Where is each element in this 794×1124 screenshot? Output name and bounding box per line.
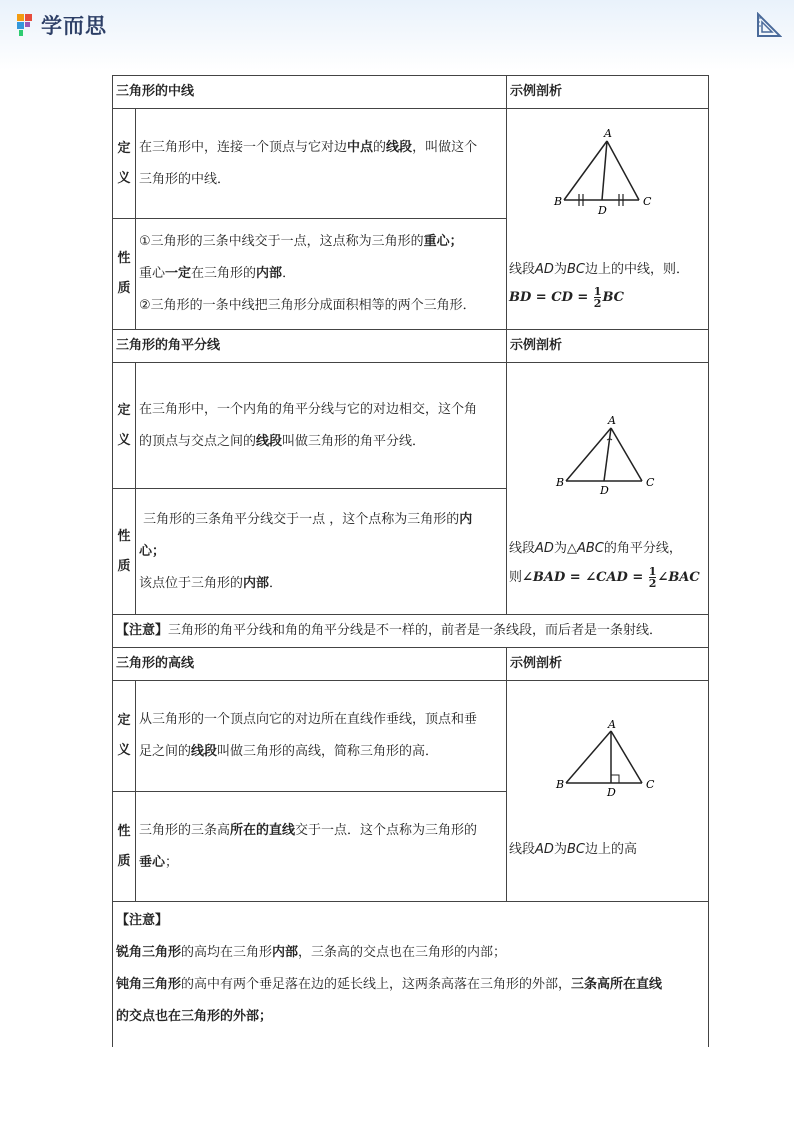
- bisector-def-row: [113, 363, 709, 489]
- altitude-definition: 从三角形的一个顶点向它的对边所在直线作垂线，顶点和垂 足之间的线段叫做三角形的高线，简称三角形的高．: [136, 681, 507, 792]
- bisector-caption: 线段AD为△ABC的角平分线，: [509, 541, 682, 556]
- altitude-triangle-figure: [509, 719, 709, 799]
- median-triangle-figure: [509, 126, 709, 216]
- label-c: C: [646, 777, 655, 791]
- content-table: [112, 75, 709, 1047]
- bisector-title: 三角形的角平分线: [113, 330, 507, 363]
- altitude-def-side: 定 义: [113, 681, 136, 792]
- bisector-header-row: [113, 330, 709, 363]
- logo-text: 学而思: [41, 14, 107, 38]
- altitude-def-row: [113, 681, 709, 792]
- altitude-note: 【注意】 锐角三角形的高均在三角形内部，三条高的交点也在三角形的内部； 钝角三角形的高中有两个垂足落在边的延长线上，这两条高落在三角形的外部，三条高所在直线 的交点也在三角形的外部；: [113, 902, 709, 1047]
- content-table-wrapper: [112, 75, 708, 1047]
- altitude-note-row: [113, 902, 709, 1047]
- altitude-header-row: [113, 648, 709, 681]
- altitude-properties: 三角形的三条高所在的直线交于一点．这个点称为三角形的 垂心；: [136, 792, 507, 902]
- label-a: A: [608, 414, 616, 427]
- median-header-row: [113, 76, 709, 109]
- median-caption: 线段AD为BC边上的中线，则．: [509, 261, 689, 277]
- bisector-properties: 三角形的三条角平分线交于一点 ，这个点称为三角形的内 心； 该点位于三角形的内部．: [136, 489, 507, 615]
- label-d: D: [598, 203, 607, 216]
- median-prop-side: 性 质: [113, 219, 136, 330]
- median-example-header: 示例剖析: [507, 76, 709, 109]
- ruler-icon: [756, 12, 782, 38]
- bisector-example-header: 示例剖析: [507, 330, 709, 363]
- label-a: A: [608, 718, 616, 731]
- median-def-row: [113, 109, 709, 219]
- label-b: B: [556, 777, 565, 791]
- bisector-note-row: [113, 615, 709, 648]
- median-title: 三角形的中线: [113, 76, 507, 109]
- bisector-definition: 在三角形中，一个内角的角平分线与它的对边相交，这个角 的顶点与交点之间的线段叫做三角形的角平分线．: [136, 363, 507, 489]
- bisector-example: [507, 363, 709, 615]
- bisector-prop-side: 性 质: [113, 489, 136, 615]
- median-properties: ①三角形的三条中线交于一点，这点称为三角形的重心； 重心一定在三角形的内部． ②三角形的一条中线把三角形分成面积相等的两个三角形．: [136, 219, 507, 330]
- page-header: [0, 0, 794, 70]
- label-c: C: [646, 476, 655, 489]
- median-formula: BD = CD = $\frac{1}{2}$ BC: [509, 284, 625, 310]
- label-b: B: [556, 476, 565, 489]
- label-c: C: [643, 194, 652, 208]
- median-example: [507, 109, 709, 330]
- altitude-caption: 线段AD为BC边上的高: [509, 841, 637, 857]
- bisector-triangle-figure: [509, 384, 709, 494]
- altitude-prop-side: 性 质: [113, 792, 136, 902]
- altitude-title: 三角形的高线: [113, 648, 507, 681]
- label-b: B: [554, 194, 563, 208]
- logo-icon: [15, 12, 37, 38]
- altitude-example-header: 示例剖析: [507, 648, 709, 681]
- median-definition: 在三角形中，连接一个顶点与它对边中点的线段，叫做这个 三角形的中线．: [136, 109, 507, 219]
- label-d: D: [607, 785, 616, 799]
- label-d: D: [600, 484, 609, 494]
- brand-logo: [15, 10, 107, 40]
- altitude-example: [507, 681, 709, 902]
- bisector-formula: 则∠BAD = ∠CAD = $\frac{1}{2}$ ∠BAC: [509, 565, 700, 590]
- bisector-note: 【注意】三角形的角平分线和角的角平分线是不一样的，前者是一条线段，而后者是一条射线．: [113, 615, 709, 648]
- median-def-side: 定 义: [113, 109, 136, 219]
- bisector-def-side: 定 义: [113, 363, 136, 489]
- label-a: A: [604, 126, 612, 140]
